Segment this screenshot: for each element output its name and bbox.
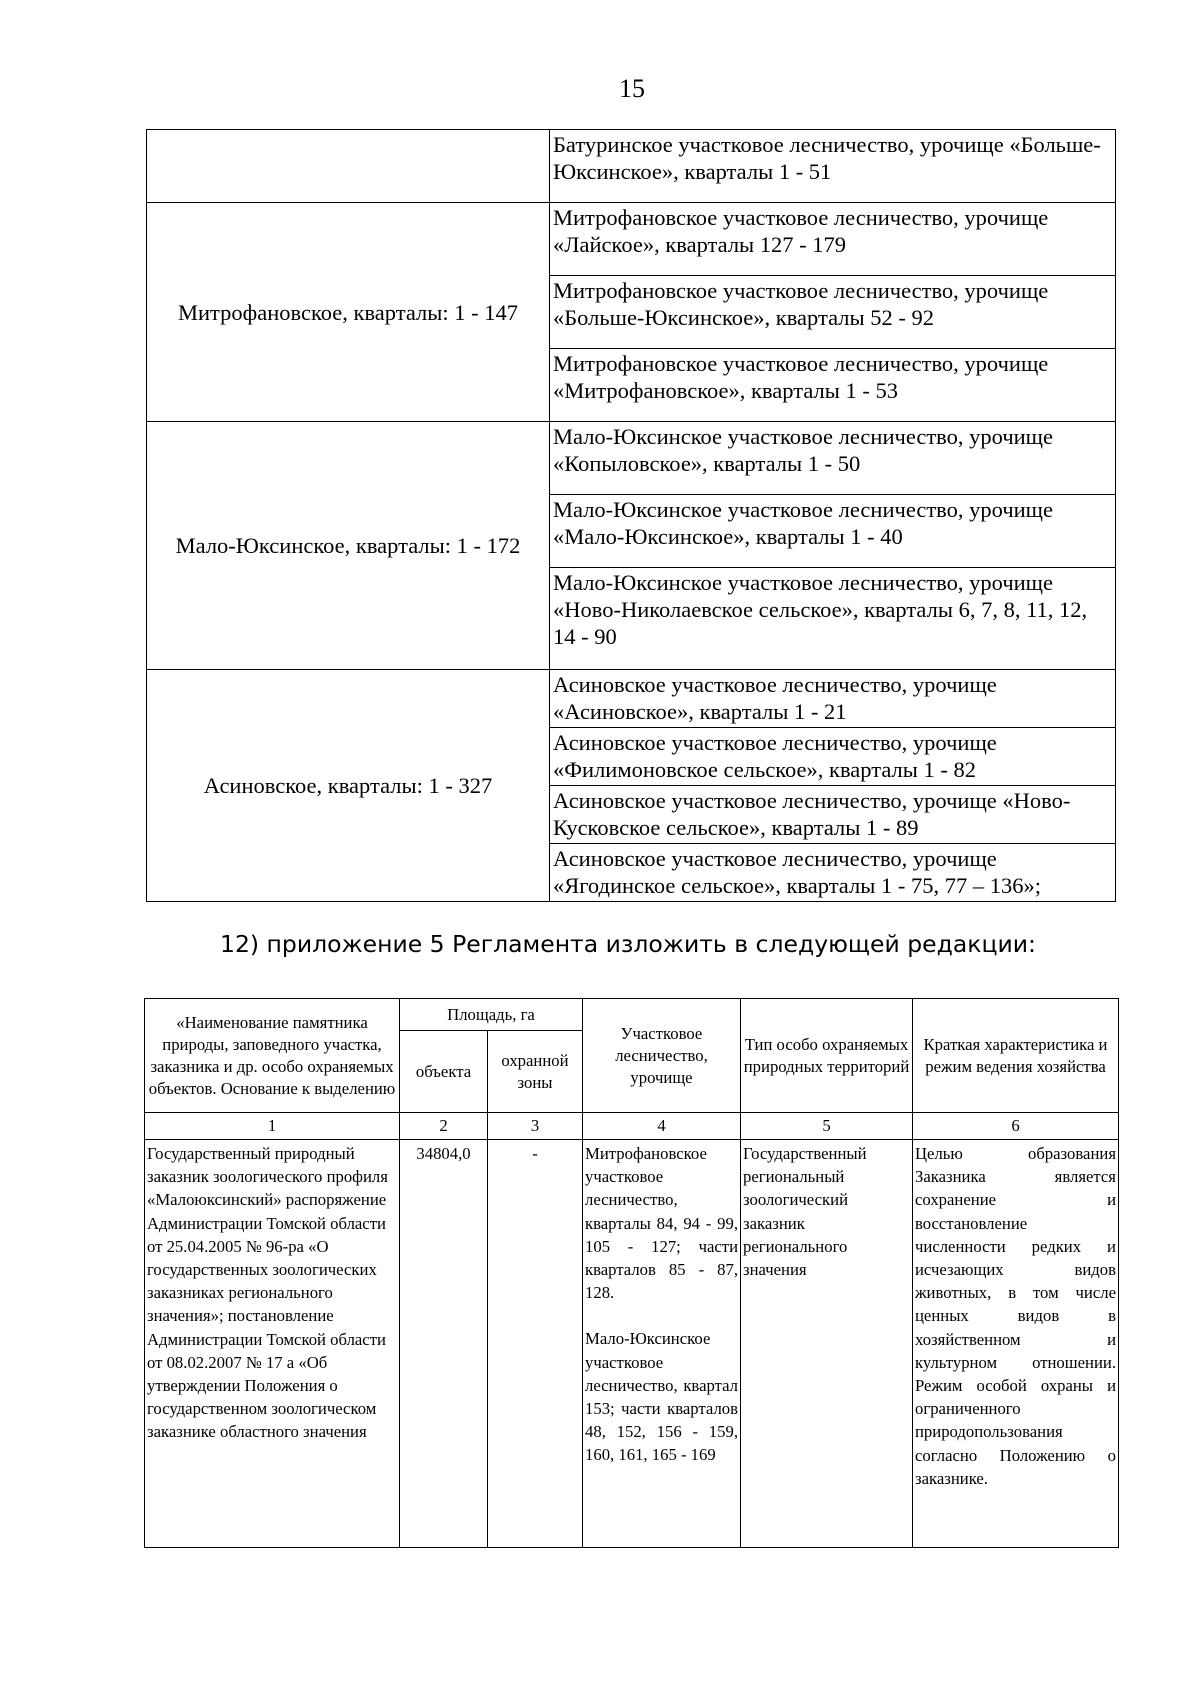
appendix-5-table xyxy=(144,998,1119,1548)
district-cell: Мало-Юксинское, кварталы: 1 - 172 xyxy=(147,422,550,670)
forestry-entry: Митрофановское участковое лесничество, урочище «Больше-Юксинское», кварталы 52 - 92 xyxy=(550,276,1116,349)
forestry-entry: Батуринское участковое лесничество, урочище «Больше-Юксинское», кварталы 1 - 51 xyxy=(550,130,1116,203)
district-cell xyxy=(147,130,550,203)
district-cell: Асиновское, кварталы: 1 - 327 xyxy=(147,670,550,902)
forestry-part-mitrofanovskoe: Митрофановское участковое лесничество, кварталы 84, 94 - 99, 105 - 127; части кварталов 85 - 87, 128. xyxy=(585,1144,738,1303)
forestry-entry: Асиновское участковое лесничество, урочище «Ягодинское сельское», кварталы 1 - 75, 77 – 136»; xyxy=(550,844,1116,902)
column-number: 5 xyxy=(741,1113,913,1140)
header-area: Площадь, га xyxy=(400,999,583,1031)
description-cell: Целью образования Заказника является сохранение и восстановление численности редких и исчезающих видов животных, в том числе ценных видов в хозяйственном и культурном отношении. Режим особой охраны и ограниченного природопользования согласно Положению о заказнике. xyxy=(913,1140,1119,1548)
forestry-entry: Митрофановское участковое лесничество, урочище «Лайское», кварталы 127 - 179 xyxy=(550,203,1116,276)
column-number: 6 xyxy=(913,1113,1119,1140)
forestry-entry: Асиновское участковое лесничество, урочище «Ново-Кусковское сельское», кварталы 1 - 89 xyxy=(550,786,1116,844)
header-area-object: объекта xyxy=(400,1031,488,1113)
header-name: «Наименование памятника природы, заповедного участка, заказника и др. особо охраняемых объектов. Основание к выделению xyxy=(145,999,400,1113)
forestry-entry: Асиновское участковое лесничество, урочище «Филимоновское сельское», кварталы 1 - 82 xyxy=(550,728,1116,786)
forestry-entry: Митрофановское участковое лесничество, урочище «Митрофановское», кварталы 1 - 53 xyxy=(550,349,1116,422)
header-type: Тип особо охраняемых природных территорий xyxy=(741,999,913,1113)
column-number: 1 xyxy=(145,1113,400,1140)
column-number: 3 xyxy=(488,1113,583,1140)
forestry-part-malo-yuksinskoe: Мало-Юксинское участковое лесничество, квартал 153; части кварталов 48, 152, 156 - 159, 160, 161, 165 - 169 xyxy=(585,1329,738,1465)
territory-type-cell: Государственный региональный зоологический заказник регионального значения xyxy=(741,1140,913,1548)
column-number: 2 xyxy=(400,1113,488,1140)
forestry-districts-table xyxy=(146,129,1116,902)
column-number: 4 xyxy=(583,1113,741,1140)
forestry-entry: Мало-Юксинское участковое лесничество, урочище «Мало-Юксинское», кварталы 1 - 40 xyxy=(550,495,1116,568)
area-buffer-cell: - xyxy=(488,1140,583,1548)
header-forestry: Участковое лесничество, урочище xyxy=(583,999,741,1113)
instruction-paragraph: 12) приложение 5 Регламента изложить в следующей редакции: xyxy=(220,930,1036,958)
area-object-cell: 34804,0 xyxy=(400,1140,488,1548)
forestry-entry: Мало-Юксинское участковое лесничество, урочище «Копыловское», кварталы 1 - 50 xyxy=(550,422,1116,495)
header-description: Краткая характеристика и режим ведения хозяйства xyxy=(913,999,1119,1113)
forestry-entry: Мало-Юксинское участковое лесничество, урочище «Ново-Николаевское сельское», кварталы 6, 7, 8, 11, 12, 14 - 90 xyxy=(550,568,1116,670)
reserve-name-cell: Государственный природный заказник зоологического профиля «Малоюксинский» распоряжение Администрации Томской области от 25.04.2005 № 96-ра «О государственных зоологических заказниках регионального значения»; постановление Администрации Томской области от 08.02.2007 № 17 а «Об утверждении Положения о государственном зоологическом заказнике областного значения xyxy=(145,1140,400,1548)
forestry-entry: Асиновское участковое лесничество, урочище «Асиновское», кварталы 1 - 21 xyxy=(550,670,1116,728)
forestry-cell xyxy=(583,1140,741,1548)
district-cell: Митрофановское, кварталы: 1 - 147 xyxy=(147,203,550,422)
page-number: 15 xyxy=(619,74,645,103)
header-area-buffer: охранной зоны xyxy=(488,1031,583,1113)
